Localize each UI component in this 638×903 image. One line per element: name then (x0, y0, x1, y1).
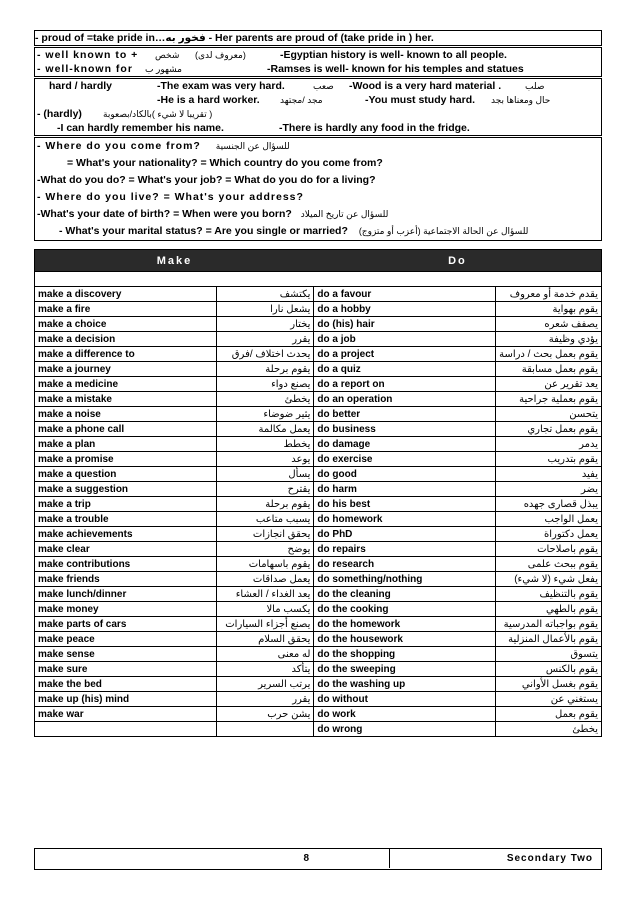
table-row (35, 722, 602, 737)
make-meaning: له معنى (216, 647, 314, 662)
do-meaning: يتحسن (496, 407, 602, 422)
table-row (35, 617, 602, 632)
content-frame (34, 30, 602, 737)
hardly-meaning-ar: ( تقريبا لا شيء )بالكاد/بصعوبة (103, 109, 213, 119)
table-row (35, 632, 602, 647)
table-row (35, 647, 602, 662)
do-phrase: do wrong (314, 722, 496, 737)
well-known-to-ar-2: (معروف لدى) (195, 50, 246, 60)
do-phrase: do a quiz (314, 362, 496, 377)
make-meaning: يصنع دواء (216, 377, 314, 392)
make-header: Make (35, 250, 314, 272)
footer (34, 848, 602, 870)
make-meaning: يقرر (216, 692, 314, 707)
question-ar: للسؤال عن الحالة الاجتماعية (أعزب أو متزوج) (358, 226, 529, 236)
make-phrase: make a fire (35, 302, 217, 317)
do-meaning: يقوم بعمل تجاري (496, 422, 602, 437)
make-meaning: يخطط (216, 437, 314, 452)
question-en: = What's your nationality? = Which country do you come from? (67, 157, 383, 169)
hardly-heading: - (hardly) (37, 108, 82, 120)
do-meaning: يقوم بغسل الأواني (496, 677, 602, 692)
do-meaning: يقوم بالأعمال المنزلية (496, 632, 602, 647)
table-row (35, 587, 602, 602)
table-row (35, 287, 602, 302)
hard-section (34, 78, 602, 136)
do-meaning: يقوم ببحث علمى (496, 557, 602, 572)
hard-example-1: -The exam was very hard. (157, 80, 285, 92)
hard-heading: hard / hardly (49, 80, 113, 92)
table-row (35, 467, 602, 482)
make-phrase: make achievements (35, 527, 217, 542)
do-meaning: يقوم بالكنس (496, 662, 602, 677)
do-phrase: do the shopping (314, 647, 496, 662)
make-meaning: يعد الغداء / العشاء (216, 587, 314, 602)
page-number: 8 (35, 849, 390, 868)
do-meaning: يبذل قصارى جهده (496, 497, 602, 512)
make-phrase: make a phone call (35, 422, 217, 437)
well-known-for-label: - well-known for (37, 63, 133, 75)
do-phrase: do the housework (314, 632, 496, 647)
make-meaning: يقترح (216, 482, 314, 497)
table-row (35, 422, 602, 437)
make-meaning: يخطئ (216, 392, 314, 407)
make-phrase: make a promise (35, 452, 217, 467)
well-known-to-example: -Egyptian history is well- known to all people. (280, 49, 507, 61)
do-meaning: يعمل الواجب (496, 512, 602, 527)
table-row (35, 452, 602, 467)
hard-example-3: -He is a hard worker. (157, 94, 260, 106)
do-phrase: do homework (314, 512, 496, 527)
hard-example-2: -Wood is a very hard material . (349, 80, 502, 92)
do-meaning: يقوم بالطهي (496, 602, 602, 617)
do-meaning: يقوم بعمل (496, 707, 602, 722)
make-phrase: make clear (35, 542, 217, 557)
table-row (35, 392, 602, 407)
well-known-for-ar: مشهور ب (145, 64, 182, 74)
well-known-for-example: -Ramses is well- known for his temples and statues (267, 63, 524, 75)
hardly-example-2: -There is hardly any food in the fridge. (279, 122, 470, 134)
table-row (35, 317, 602, 332)
do-phrase: do damage (314, 437, 496, 452)
well-known-to-label: - well known to + (37, 49, 139, 61)
make-meaning: يوضح (216, 542, 314, 557)
question-en: - Where do you come from? (37, 140, 201, 152)
do-meaning: يقدم خدمة أو معروف (496, 287, 602, 302)
make-phrase: make contributions (35, 557, 217, 572)
make-meaning: يختار (216, 317, 314, 332)
do-phrase: do a job (314, 332, 496, 347)
make-phrase: make peace (35, 632, 217, 647)
well-known-line-2 (35, 62, 601, 76)
make-meaning: يسأل (216, 467, 314, 482)
well-known-to-ar-1: شخص (155, 50, 180, 60)
table-row (35, 497, 602, 512)
hard-example-3-ar: مجد /مجتهد (280, 95, 323, 105)
do-phrase: do the cooking (314, 602, 496, 617)
do-phrase: do a hobby (314, 302, 496, 317)
do-meaning: يضر (496, 482, 602, 497)
do-phrase: do the washing up (314, 677, 496, 692)
well-known-line-1 (35, 48, 601, 62)
make-meaning: يحقق السلام (216, 632, 314, 647)
make-phrase (35, 722, 217, 737)
hard-example-1-ar: صعب (313, 81, 334, 91)
table-body (35, 272, 602, 737)
table-row (35, 437, 602, 452)
table-header-row (35, 250, 602, 272)
do-phrase: do work (314, 707, 496, 722)
make-meaning: يحدث اختلاف /فرق (216, 347, 314, 362)
do-phrase: do repairs (314, 542, 496, 557)
do-phrase: do the homework (314, 617, 496, 632)
do-header: Do (314, 250, 602, 272)
do-phrase: do his best (314, 497, 496, 512)
question-line (35, 206, 601, 223)
make-meaning: يصنع أجزاء السيارات (216, 617, 314, 632)
proud-text: - proud of =take pride in…فخور به - Her parents are proud of (take pride in ) her. (35, 32, 434, 44)
make-phrase: make friends (35, 572, 217, 587)
make-meaning: يقوم برحلة (216, 362, 314, 377)
do-phrase: do the cleaning (314, 587, 496, 602)
do-phrase: do PhD (314, 527, 496, 542)
make-phrase: make a mistake (35, 392, 217, 407)
spacer-row (35, 272, 602, 287)
do-meaning: يقوم بالتنظيف (496, 587, 602, 602)
hard-line-1 (35, 79, 601, 93)
make-meaning: يعمل صداقات (216, 572, 314, 587)
table-row (35, 407, 602, 422)
question-en: - What's your marital status? = Are you single or married? (59, 225, 348, 237)
table-row (35, 677, 602, 692)
question-line (35, 172, 601, 189)
make-phrase: make war (35, 707, 217, 722)
make-meaning: يشن حرب (216, 707, 314, 722)
do-meaning: يتسوق (496, 647, 602, 662)
do-phrase: do a project (314, 347, 496, 362)
do-phrase: do business (314, 422, 496, 437)
question-ar: للسؤال عن تاريخ الميلاد (300, 209, 389, 219)
proud-line (35, 31, 601, 45)
hard-line-3 (35, 107, 601, 121)
table-row (35, 347, 602, 362)
do-phrase: do good (314, 467, 496, 482)
make-phrase: make a difference to (35, 347, 217, 362)
make-phrase: make a noise (35, 407, 217, 422)
hard-example-4: -You must study hard. (365, 94, 476, 106)
table-row (35, 512, 602, 527)
make-phrase: make up (his) mind (35, 692, 217, 707)
do-phrase: do exercise (314, 452, 496, 467)
table-row (35, 692, 602, 707)
do-meaning: يعمل دكتوراة (496, 527, 602, 542)
question-en: - Where do you live? = What's your address? (37, 191, 304, 203)
table-row (35, 362, 602, 377)
do-phrase: do something/nothing (314, 572, 496, 587)
make-meaning: يثير ضوضاء (216, 407, 314, 422)
make-do-table (34, 249, 602, 737)
make-phrase: make lunch/dinner (35, 587, 217, 602)
hard-line-2 (35, 93, 601, 107)
well-known-section (34, 47, 602, 77)
do-phrase: do the sweeping (314, 662, 496, 677)
table-row (35, 572, 602, 587)
make-phrase: make a trip (35, 497, 217, 512)
make-phrase: make sense (35, 647, 217, 662)
table-row (35, 302, 602, 317)
make-meaning: يتأكد (216, 662, 314, 677)
make-meaning: يسبب متاعب (216, 512, 314, 527)
hard-line-4 (35, 121, 601, 135)
level-label: Secondary Two (506, 853, 593, 864)
question-ar: للسؤال عن الجنسية (215, 141, 290, 151)
do-meaning: يصفف شعره (496, 317, 602, 332)
table-row (35, 527, 602, 542)
hard-example-4-ar: حال ومعناها بجد (491, 95, 551, 105)
do-meaning: يقوم بتدريب (496, 452, 602, 467)
do-meaning: يفيد (496, 467, 602, 482)
do-meaning: يعد تقرير عن (496, 377, 602, 392)
table-row (35, 707, 602, 722)
do-meaning: يقوم بعمل بحث / دراسة (496, 347, 602, 362)
do-phrase: do a report on (314, 377, 496, 392)
question-en: -What do you do? = What's your job? = What do you do for a living? (37, 174, 376, 186)
make-phrase: make a medicine (35, 377, 217, 392)
hard-example-2-ar: صلب (525, 81, 545, 91)
proud-section (34, 30, 602, 46)
question-line (35, 189, 601, 206)
make-meaning: يكتشف (216, 287, 314, 302)
make-meaning: يقوم باسهامات (216, 557, 314, 572)
hardly-example-1: -I can hardly remember his name. (57, 122, 224, 134)
do-meaning: يقوم بعملية جراحية (496, 392, 602, 407)
do-phrase: do research (314, 557, 496, 572)
make-phrase: make money (35, 602, 217, 617)
do-meaning: يخطئ (496, 722, 602, 737)
do-phrase: do without (314, 692, 496, 707)
do-meaning: يفعل شيء (لا شيء) (496, 572, 602, 587)
make-meaning: يقرر (216, 332, 314, 347)
question-line (35, 138, 601, 155)
do-meaning: يقوم بهواية (496, 302, 602, 317)
make-phrase: make the bed (35, 677, 217, 692)
make-meaning: يرتب السرير (216, 677, 314, 692)
table-row (35, 542, 602, 557)
question-en: -What's your date of birth? = When were you born? (37, 208, 292, 220)
make-meaning: يحقق انجازات (216, 527, 314, 542)
make-phrase: make a trouble (35, 512, 217, 527)
make-phrase: make a plan (35, 437, 217, 452)
do-phrase: do (his) hair (314, 317, 496, 332)
make-meaning: يكسب مالا (216, 602, 314, 617)
make-phrase: make a question (35, 467, 217, 482)
spacer-cell (35, 272, 602, 287)
make-meaning: يعمل مكالمة (216, 422, 314, 437)
make-phrase: make a journey (35, 362, 217, 377)
table-row (35, 377, 602, 392)
questions-section (34, 137, 602, 241)
question-line (35, 155, 601, 172)
do-meaning: يقوم بواجباته المدرسية (496, 617, 602, 632)
make-meaning: يشعل نارا (216, 302, 314, 317)
make-meaning (216, 722, 314, 737)
do-phrase: do a favour (314, 287, 496, 302)
do-meaning: يدمر (496, 437, 602, 452)
make-meaning: يوعد (216, 452, 314, 467)
do-phrase: do better (314, 407, 496, 422)
do-meaning: يقوم باصلاحات (496, 542, 602, 557)
make-phrase: make parts of cars (35, 617, 217, 632)
make-phrase: make a decision (35, 332, 217, 347)
do-phrase: do an operation (314, 392, 496, 407)
make-phrase: make a choice (35, 317, 217, 332)
question-line (35, 223, 601, 240)
make-phrase: make a suggestion (35, 482, 217, 497)
table-row (35, 602, 602, 617)
make-meaning: يقوم برحلة (216, 497, 314, 512)
table-row (35, 557, 602, 572)
table-row (35, 662, 602, 677)
make-phrase: make a discovery (35, 287, 217, 302)
make-phrase: make sure (35, 662, 217, 677)
do-meaning: يستغني عن (496, 692, 602, 707)
table-row (35, 332, 602, 347)
table-row (35, 482, 602, 497)
do-meaning: يؤدي وظيفة (496, 332, 602, 347)
do-meaning: يقوم بعمل مسابقة (496, 362, 602, 377)
do-phrase: do harm (314, 482, 496, 497)
